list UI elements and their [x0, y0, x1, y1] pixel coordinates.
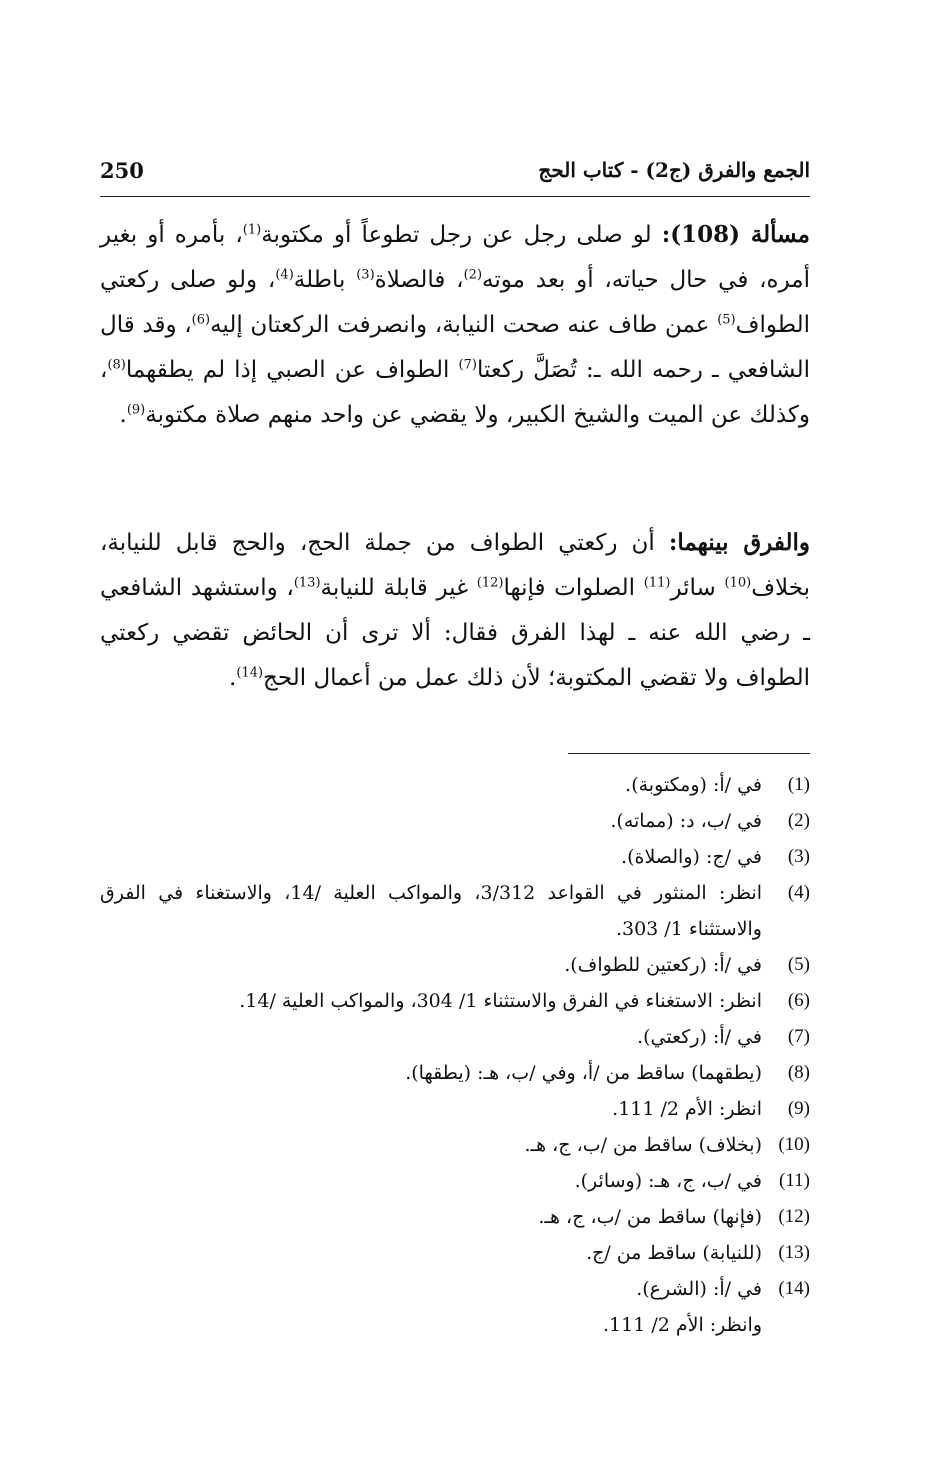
footnote [100, 1019, 810, 1055]
footnote-number: (1) [787, 774, 810, 795]
footnote [100, 875, 810, 947]
footnote-number: (3) [787, 846, 810, 867]
masala-text: ، وقد قال الشافعي ـ رحمه الله ـ: تُصَلَّ ركعتا [100, 312, 810, 383]
footnote-ref[interactable]: (4) [275, 267, 294, 283]
masala-text: باطلة [293, 267, 357, 293]
masala-text: الطواف عن الصبي إذا لم يطقهما [125, 357, 459, 383]
masala-text: ، فالصلاة [374, 267, 464, 293]
footnote-ref[interactable]: (2) [463, 267, 483, 283]
footnote-ref[interactable]: (1) [242, 222, 262, 238]
masala-text: ، ولو صلى ركعتي الطواف [100, 267, 811, 338]
footnote [100, 1091, 810, 1127]
footnote-text: (بخلاف) ساقط من /ب، ج، هـ. [524, 1134, 762, 1156]
footnote-number: (12) [778, 1206, 810, 1227]
footnote-continuation: وانظر: الأم 2/ 111. [602, 1314, 762, 1336]
footnote [100, 1199, 810, 1235]
footnote [100, 983, 810, 1019]
footnote-number: (2) [787, 810, 810, 831]
footnote-number: (5) [787, 954, 810, 975]
footnote-ref[interactable]: (5) [717, 312, 736, 328]
footnote-separator [568, 753, 810, 754]
footnote-number: (10) [778, 1134, 810, 1155]
footnote-text: انظر: الأم 2/ 111. [612, 1098, 762, 1120]
masala-text: عمن طاف عنه صحت النيابة، وانصرفت الركعتان إليه [210, 312, 718, 338]
footnote-text: في /ج: (والصلاة). [621, 846, 762, 868]
footnote-ref[interactable]: (6) [191, 312, 211, 328]
footnote [100, 1271, 810, 1307]
footnote-number: (9) [787, 1098, 810, 1119]
footnote-number: (7) [787, 1026, 810, 1047]
footnote-ref[interactable]: (7) [458, 357, 477, 373]
footnote-text: في /أ: (ومكتوبة). [625, 774, 762, 796]
footnote-ref[interactable]: (11) [643, 575, 671, 591]
footnote-number: (6) [787, 990, 810, 1011]
footnote [100, 1055, 810, 1091]
footnote-ref[interactable]: (10) [724, 575, 752, 591]
farq-text: . [229, 665, 237, 691]
footnote [100, 947, 810, 983]
footnote-ref[interactable]: (8) [107, 357, 126, 373]
footnote-number: (8) [787, 1062, 810, 1083]
farq-text: الصلوات فإنها [503, 575, 644, 601]
footnote [100, 1127, 810, 1163]
footnote-text: في /أ: (ركعتي). [637, 1026, 762, 1048]
farq-text: أن ركعتي الطواف من جملة الحج، والحج قابل للنيابة، بخلاف [100, 530, 811, 601]
footnote-text: انظر: الاستغناء في الفرق والاستثناء 1/ 304، والمواكب العلية /14. [239, 990, 762, 1012]
footnote-ref[interactable]: (9) [126, 402, 146, 418]
footnote-text: (فإنها) ساقط من /ب، ج، هـ. [538, 1206, 762, 1228]
footnote [100, 1235, 810, 1271]
masala-text: . [119, 402, 127, 428]
footnote-number: (14) [778, 1278, 810, 1299]
masala-text: ، وكذلك عن الميت والشيخ الكبير، ولا يقضي عن واحد منهم صلاة مكتوبة [100, 357, 810, 428]
header-rule [100, 196, 810, 197]
masala-text: لو صلى رجل عن رجل تطوعاً أو مكتوبة [261, 222, 662, 248]
farq-text: سائر [670, 575, 725, 601]
page-header [100, 158, 810, 198]
footnote-text: في /ب، ج، هـ: (وسائر). [574, 1170, 762, 1192]
footnote-number: (11) [779, 1170, 810, 1191]
footnote [100, 839, 810, 875]
farq-paragraph [100, 520, 810, 701]
masala-lead: مسألة (108): [661, 221, 811, 248]
masala-text: ، بأمره أو بغير أمره، في حال حياته، أو بعد موته [100, 222, 810, 293]
farq-text: غير قابلة للنيابة [320, 575, 477, 601]
footnote-text: (يطقهما) ساقط من /أ، وفي /ب، هـ: (يطقها). [405, 1062, 762, 1084]
footnote [100, 803, 810, 839]
footnote-text: في /أ: (الشرع). [636, 1278, 762, 1300]
farq-lead: والفرق بينهما: [668, 529, 810, 556]
footnote [100, 1163, 810, 1199]
footnote-text: انظر: المنثور في القواعد 3/312، والمواكب العلية /14، والاستغناء في الفرق والاستثناء 1/ 303. [100, 882, 762, 940]
footnote-ref[interactable]: (3) [356, 267, 375, 283]
footnote-ref[interactable]: (12) [476, 575, 504, 591]
page-number: 250 [100, 158, 144, 183]
farq-text: ، واستشهد الشافعي ـ رضي الله عنه ـ لهذا الفرق فقال: ألا ترى أن الحائض تقضي ركعتي الطواف ولا تقضي المكتوبة؛ لأن ذلك عمل من أعمال الحج [100, 575, 810, 691]
footnote-number: (13) [778, 1242, 810, 1263]
footnote-text: في /أ: (ركعتين للطواف). [564, 954, 762, 976]
footnote-ref[interactable]: (14) [236, 665, 264, 681]
footnotes [100, 767, 810, 1343]
footnote [100, 767, 810, 803]
footnote-text: في /ب، د: (مماته). [610, 810, 762, 832]
masala-paragraph [100, 212, 810, 438]
running-head: الجمع والفرق (ج2) - كتاب الحج [538, 158, 810, 182]
footnote-number: (4) [787, 882, 810, 903]
footnote-ref[interactable]: (13) [293, 575, 321, 591]
footnote-text: (للنيابة) ساقط من /ج. [586, 1242, 762, 1264]
